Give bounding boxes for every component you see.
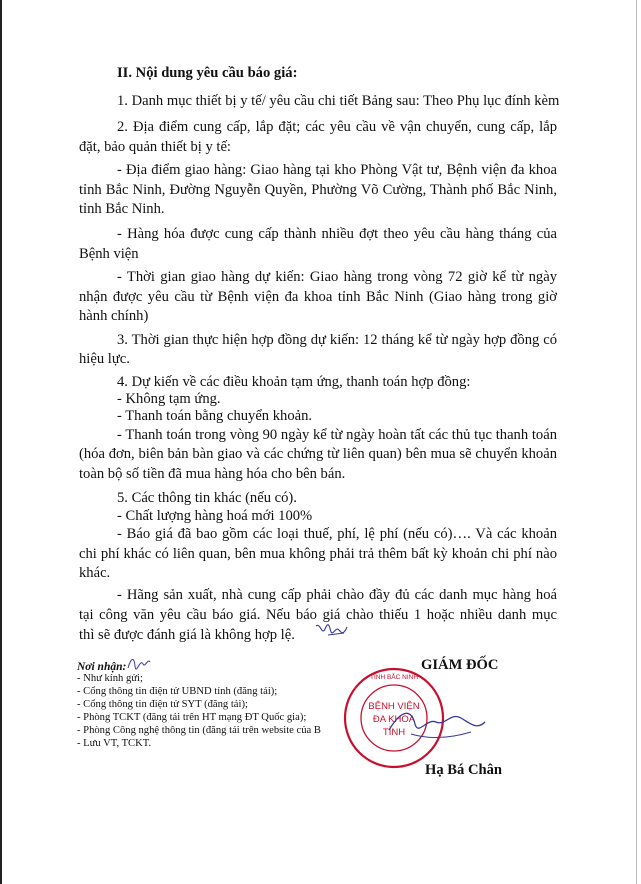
body-line: thì sẽ được đánh giá là không hợp lệ. (79, 627, 295, 643)
body-line: hành chính) (79, 308, 149, 324)
body-line: toàn bộ số tiền đã mua hàng hóa cho bên bán. (79, 466, 346, 482)
signatory-title: GIÁM ĐỐC (421, 657, 499, 673)
initial-signature-graphic (314, 620, 350, 640)
body-line: tại công văn yêu cầu báo giá. Nếu báo giá chào thiếu 1 hoặc nhiều danh mục (79, 607, 557, 623)
body-line: Bệnh viện (79, 246, 139, 262)
section-title: II. Nội dung yêu cầu báo giá: (117, 65, 298, 81)
body-line: chi phí khác có liên quan, bên mua không phải trả thêm bất kỳ khoản chi phí nào (79, 546, 557, 562)
recipient-item: - Như kính gửi; (77, 673, 143, 684)
body-line: khác. (79, 565, 111, 581)
page-left-border (0, 0, 2, 884)
body-line: hiệu lực. (79, 351, 130, 367)
body-line: 1. Danh mục thiết bị y tế/ yêu cầu chi tiết Bảng sau: Theo Phụ lục đính kèm (117, 93, 560, 109)
recipient-item: - Phòng TCKT (đăng tải trên HT mạng ĐT Quốc gia); (77, 712, 307, 723)
body-line: nhận được yêu cầu từ Bệnh viện đa khoa tỉnh Bắc Ninh (Giao hàng trong giờ (79, 289, 557, 305)
body-line: - Hãng sản xuất, nhà cung cấp phải chào đầy đủ các danh mục hàng hoá (117, 587, 557, 603)
page-right-border (636, 0, 637, 884)
director-signature-graphic (381, 700, 491, 750)
body-line: - Thanh toán bằng chuyển khoản. (117, 408, 313, 424)
body-line: - Thanh toán trong vòng 90 ngày kể từ ngày hoàn tất các thủ tục thanh toán (117, 427, 557, 443)
stamp-ring-text: TỈNH BẮC NINH (369, 674, 419, 681)
body-line: đặt, bảo quản thiết bị y tế: (79, 139, 231, 155)
stamp-line-1: BỆNH VIỆN (368, 701, 420, 712)
body-line: - Thời gian giao hàng dự kiến: Giao hàng trong vòng 72 giờ kể từ ngày (117, 269, 557, 285)
recipient-item: - Phòng Công nghệ thông tin (đăng tải trên website của B (77, 725, 321, 736)
body-line: tỉnh Bắc Ninh. (79, 201, 165, 217)
signatory-name: Hạ Bá Chân (425, 762, 503, 778)
body-line: 2. Địa điểm cung cấp, lắp đặt; các yêu cầu về vận chuyển, cung cấp, lắp (117, 119, 557, 135)
body-line: - Không tạm ứng. (117, 391, 221, 407)
recipient-item: - Cổng thông tin điện tử SYT (đăng tải); (77, 699, 248, 710)
recipient-item: - Cổng thông tin điện tử UBND tỉnh (đăng tải); (77, 686, 278, 697)
body-line: - Địa điểm giao hàng: Giao hàng tại kho Phòng Vật tư, Bệnh viện đa khoa (117, 162, 557, 178)
recipients-heading: Nơi nhận: (77, 661, 127, 673)
body-line: - Báo giá đã bao gồm các loại thuế, phí, lệ phí (nếu có)…. Và các khoản (117, 526, 557, 542)
body-line: 3. Thời gian thực hiện hợp đồng dự kiến: 12 tháng kể từ ngày hợp đồng có (117, 332, 557, 348)
body-line: 4. Dự kiến về các điều khoản tạm ứng, thanh toán hợp đồng: (117, 374, 471, 390)
body-line: tỉnh Bắc Ninh, Đường Nguyễn Quyền, Phường Võ Cường, Thành phố Bắc Ninh, (79, 182, 557, 198)
recipient-initial-graphic (126, 654, 152, 672)
stamp-line-3: TỈNH (382, 727, 406, 738)
body-line: 5. Các thông tin khác (nếu có). (117, 490, 297, 506)
stamp-line-2: ĐA KHOA (372, 714, 416, 725)
body-line: (hóa đơn, biên bản bàn giao và các chứng từ liên quan) bên mua sẽ chuyển khoản (79, 446, 557, 462)
recipient-item: - Lưu VT, TCKT. (77, 738, 152, 749)
body-line: - Hàng hóa được cung cấp thành nhiều đợt theo yêu cầu hàng tháng của (117, 226, 557, 242)
body-line: - Chất lượng hàng hoá mới 100% (117, 508, 313, 524)
